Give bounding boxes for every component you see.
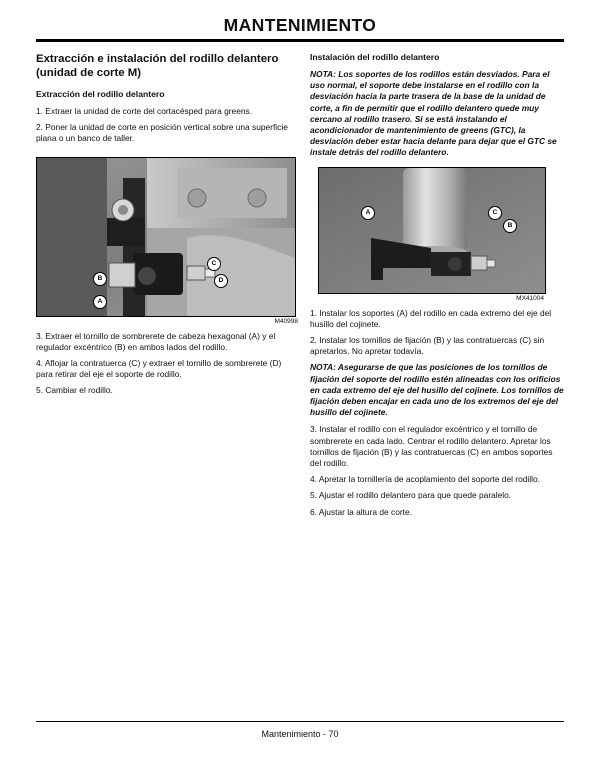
section-title: Extracción e instalación del rodillo delantero (unidad de corte M) <box>36 53 279 79</box>
footer-divider <box>36 721 564 722</box>
callout-c: C <box>488 206 502 220</box>
step-text: 5. Ajustar el rodillo delantero para que quede paralelo. <box>310 490 512 501</box>
header-divider <box>36 39 564 42</box>
page-footer: Mantenimiento - 70 <box>261 729 339 739</box>
step-text: 4. Aflojar la contratuerca (C) y extraer el tornillo de sombrerete (D) para retirar del eje el soporte de rodillo. <box>36 358 282 380</box>
figure-roller-installation <box>318 167 546 294</box>
note-offset-brackets: NOTA: Los soportes de los rodillos están desviados. Para el uso normal, el soporte debe instalarse en el rodillo con la desviación hacia la parte trasera de la base de la unidad de corte, a fin de permitir que el rodillo delantero quede muy cercano al rodillo trasero. Si se está instalando el acondicionador de mantenimiento de greens (GTC), la desviación deber estar hacia delante para dejar que el GTC se instale detrás del rodillo delantero. <box>310 69 557 158</box>
callout-a: A <box>361 206 375 220</box>
step-text: 1. Instalar los soportes (A) del rodillo en cada extremo del eje del husillo del cojinete. <box>310 307 552 329</box>
step-text: 3. Extraer el tornillo de sombrerete de cabeza hexagonal (A) y el regulador excéntrico (B) en ambos lados del rodillo. <box>36 330 276 352</box>
note-set-screws: NOTA: Asegurarse de que las posiciones de los tornillos de fijación del soporte del rodillo estén alineadas con los orificios en cada extremo del eje del husillo del cojinete. Los tornillos de fijación deben encajar en cada uno de los extremos del eje del husillo del cojinete. <box>310 362 564 418</box>
removal-subtitle: Extracción del rodillo delantero <box>36 89 165 99</box>
step-text: 2. Poner la unidad de corte en posición vertical sobre una superficie plana o un banco de taller. <box>36 122 288 144</box>
step-text: 1. Extraer la unidad de corte del cortacésped para greens. <box>36 106 253 116</box>
callout-d: D <box>214 274 228 288</box>
step-text: 2. Instalar los tornillos de fijación (B) y las contratuercas (C) sin apretarlos. No apretar todavía. <box>310 335 545 357</box>
page-title: MANTENIMIENTO <box>223 15 377 35</box>
figure-roller-removal <box>36 157 296 317</box>
step-text: 5. Cambiar el rodillo. <box>36 385 113 396</box>
callout-b: B <box>93 272 107 286</box>
right-column <box>310 52 564 523</box>
callout-c: C <box>207 257 221 271</box>
step-text: 3. Instalar el rodillo con el regulador excéntrico y el tornillo de sombrerete en cada lado. Centrar el rodillo delantero. Apretar los tornillos de fijación (B) y las contratuercas (C) en ambos soportes del rodillo. <box>310 424 553 469</box>
step-text: 6. Ajustar la altura de corte. <box>310 506 412 517</box>
figure-code: MX41004 <box>516 294 544 302</box>
step-text: 4. Apretar la tornillería de acoplamiento del soporte del rodillo. <box>310 474 540 485</box>
figure-code: M40998 <box>274 317 298 325</box>
installation-subtitle: Instalación del rodillo delantero <box>310 52 440 62</box>
left-column <box>36 52 298 402</box>
callout-b: B <box>503 219 517 233</box>
roller-bracket-photo <box>37 158 295 316</box>
callout-a: A <box>93 295 107 309</box>
